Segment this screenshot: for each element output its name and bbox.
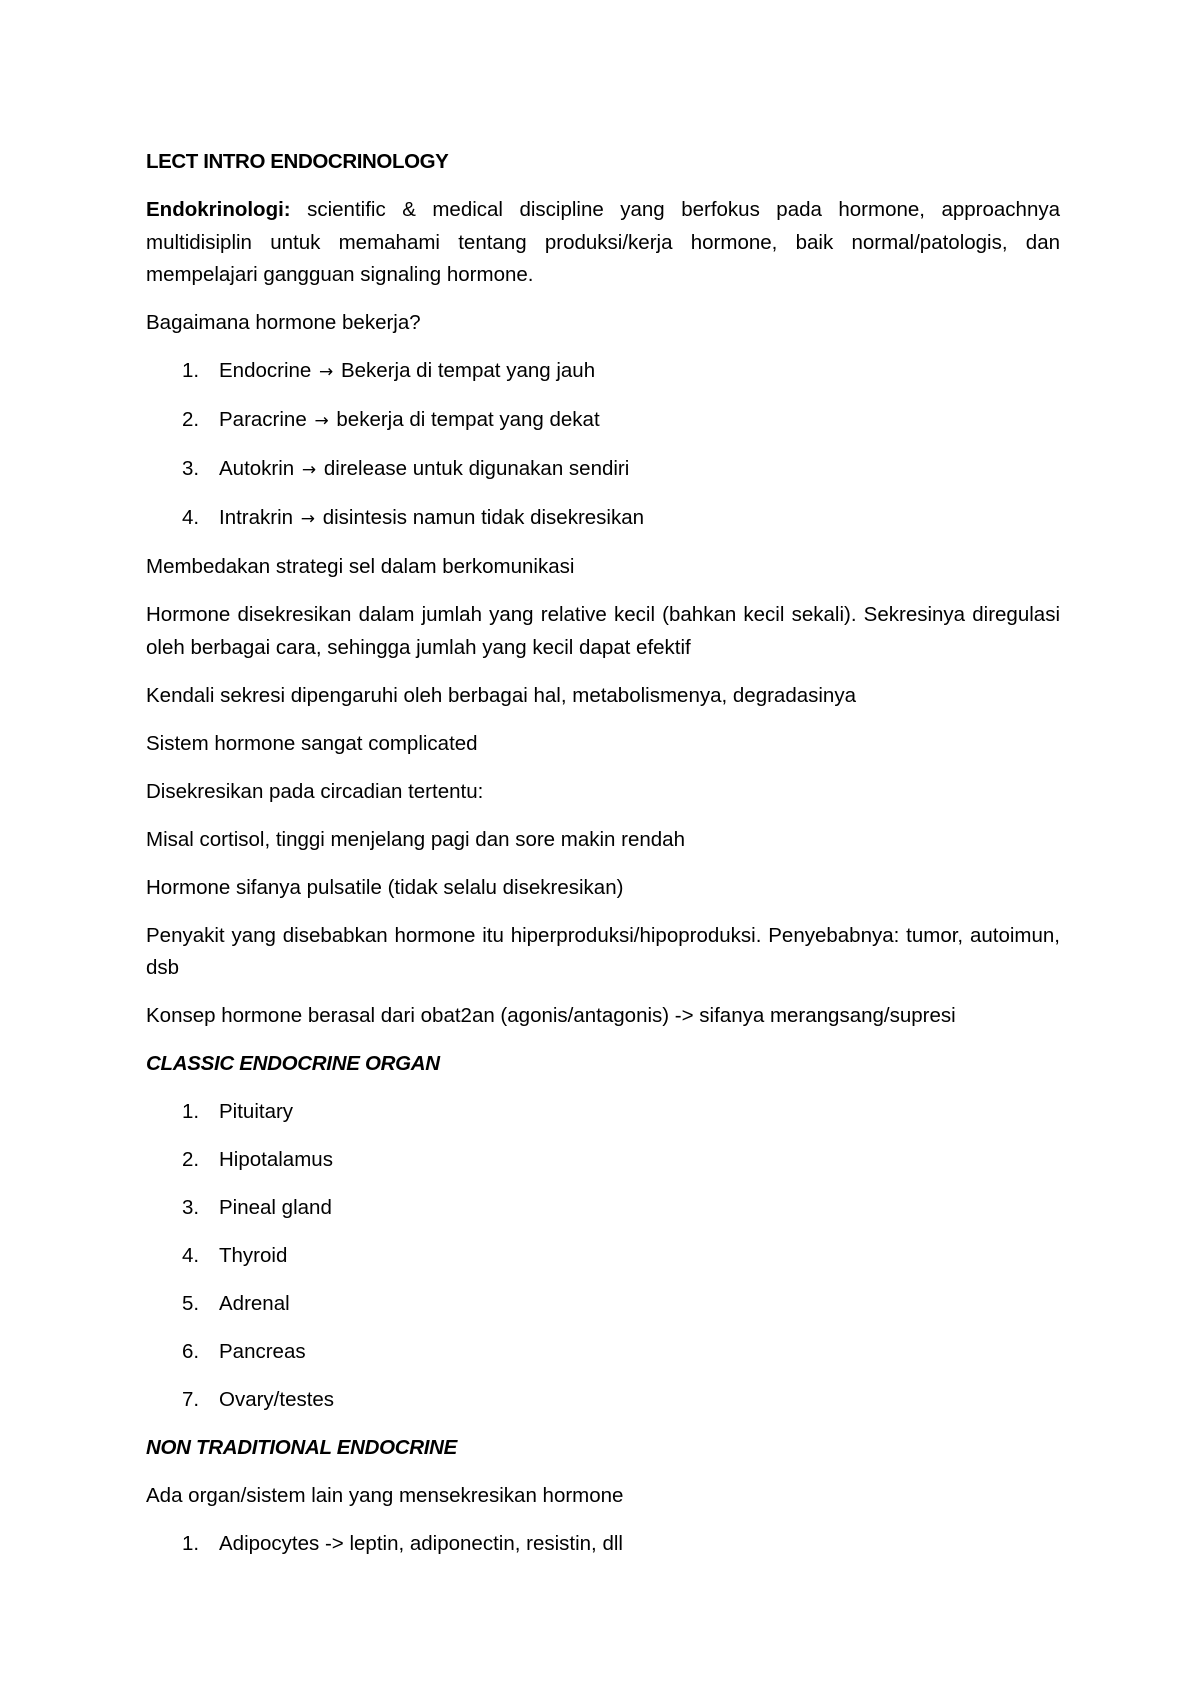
mechanism-term: Intrakrin [219, 506, 294, 529]
list-number: 7. [182, 1388, 200, 1411]
organ-label: Adrenal [219, 1292, 290, 1315]
list-number: 1. [182, 359, 200, 382]
nontraditional-list [146, 1528, 1060, 1561]
document-page [146, 146, 1060, 1576]
list-item [146, 1336, 1060, 1369]
arrow-right-icon: → [301, 460, 317, 480]
list-item [146, 453, 1060, 487]
list-number: 2. [182, 1148, 200, 1171]
list-item [146, 355, 1060, 389]
definition-text: scientific & medical discipline yang berfokus pada hormone, approachnya multidisiplin untuk memahami tentang produksi/kerja hormone, baik normal/patologis, dan mempelajari gangguan signaling hormone. [146, 198, 1060, 286]
list-item [146, 1288, 1060, 1321]
organ-label: Adipocytes -> leptin, adiponectin, resistin, dll [219, 1532, 623, 1555]
organ-label: Thyroid [219, 1244, 288, 1267]
body-paragraph: Penyakit yang disebabkan hormone itu hiperproduksi/hipoproduksi. Penyebabnya: tumor, autoimun, dsb [146, 923, 1060, 979]
list-item [146, 1384, 1060, 1417]
classic-organ-list [146, 1096, 1060, 1417]
body-paragraph: Kendali sekresi dipengaruhi oleh berbagai hal, metabolismenya, degradasinya [146, 683, 856, 707]
list-number: 6. [182, 1340, 200, 1363]
list-item [146, 1144, 1060, 1177]
body-paragraph: Membedakan strategi sel dalam berkomunikasi [146, 555, 575, 578]
arrow-right-icon: → [300, 509, 316, 529]
list-number: 3. [182, 1196, 200, 1219]
list-item [146, 1192, 1060, 1225]
mechanism-description: bekerja di tempat yang dekat [336, 408, 600, 431]
body-paragraph: Disekresikan pada circadian tertentu: [146, 779, 484, 803]
classic-organ-heading: CLASSIC ENDOCRINE ORGAN [146, 1052, 440, 1075]
list-number: 3. [182, 457, 200, 480]
arrow-right-icon: → [314, 411, 329, 431]
organ-label: Hipotalamus [219, 1148, 333, 1171]
organ-label: Pineal gland [219, 1196, 332, 1219]
list-number: 1. [182, 1532, 200, 1555]
nontraditional-intro: Ada organ/sistem lain yang mensekresikan hormone [146, 1484, 624, 1507]
mechanism-term: Endocrine [219, 359, 312, 382]
arrow-right-icon: → [319, 362, 334, 382]
mechanism-list [146, 355, 1060, 536]
mechanism-term: Autokrin [219, 457, 295, 480]
mechanism-description: disintesis namun tidak disekresikan [322, 506, 645, 529]
organ-label: Pituitary [219, 1100, 294, 1123]
list-item [146, 1528, 1060, 1561]
list-number: 2. [182, 408, 200, 431]
list-item [146, 502, 1060, 536]
definition-term: Endokrinologi: [146, 198, 291, 221]
list-item [146, 1240, 1060, 1273]
list-item [146, 404, 1060, 438]
question-paragraph: Bagaimana hormone bekerja? [146, 311, 421, 334]
list-number: 1. [182, 1100, 200, 1123]
document-title: LECT INTRO ENDOCRINOLOGY [146, 150, 449, 173]
body-paragraph: Sistem hormone sangat complicated [146, 731, 478, 755]
body-paragraph: Hormone disekresikan dalam jumlah yang relative kecil (bahkan kecil sekali). Sekresinya diregulasi oleh berbagai cara, sehingga jumlah yang kecil dapat efektif [146, 603, 1060, 659]
list-item [146, 1096, 1060, 1129]
list-number: 4. [182, 1244, 200, 1267]
body-paragraph: Misal cortisol, tinggi menjelang pagi dan sore makin rendah [146, 827, 685, 851]
list-number: 4. [182, 506, 200, 529]
nontraditional-heading: NON TRADITIONAL ENDOCRINE [146, 1436, 458, 1459]
body-paragraph: Hormone sifanya pulsatile (tidak selalu disekresikan) [146, 875, 624, 899]
mechanism-term: Paracrine [219, 408, 307, 431]
mechanism-description: Bekerja di tempat yang jauh [340, 359, 596, 382]
organ-label: Pancreas [219, 1340, 306, 1363]
list-number: 5. [182, 1292, 200, 1315]
definition-paragraph [146, 194, 1060, 292]
organ-label: Ovary/testes [219, 1388, 335, 1411]
mechanism-description: direlease untuk digunakan sendiri [323, 457, 630, 480]
body-paragraph: Konsep hormone berasal dari obat2an (agonis/antagonis) -> sifanya merangsang/supresi [146, 1004, 956, 1027]
